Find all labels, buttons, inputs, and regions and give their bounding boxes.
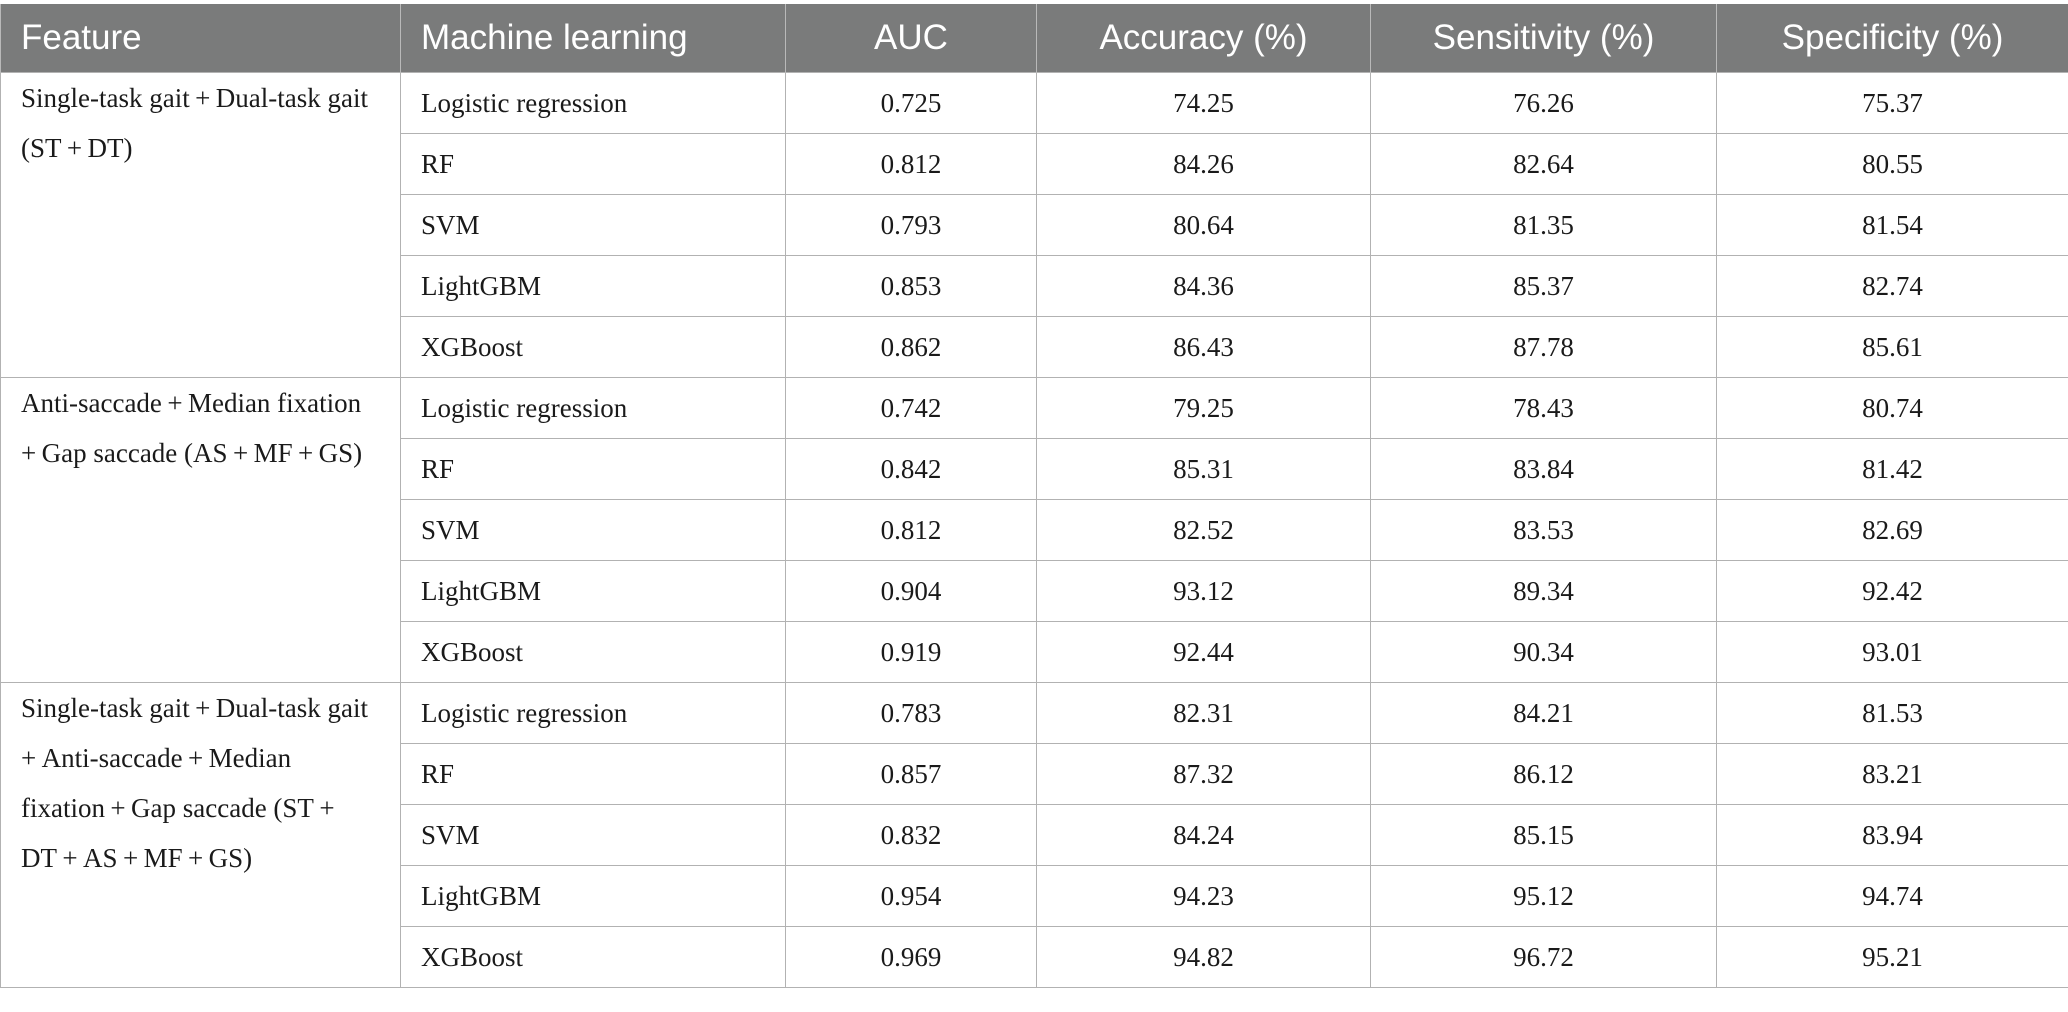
cell-auc: 0.904 bbox=[786, 561, 1037, 622]
cell-auc: 0.783 bbox=[786, 683, 1037, 744]
cell-feature-group: Single-task gait + Dual-task gait + Anti-saccade + Median fixation + Gap saccade (ST + DT + AS + MF + GS) bbox=[1, 683, 401, 988]
cell-machine-learning: RF bbox=[401, 439, 786, 500]
cell-specificity: 81.53 bbox=[1717, 683, 2068, 744]
cell-specificity: 92.42 bbox=[1717, 561, 2068, 622]
cell-specificity: 81.42 bbox=[1717, 439, 2068, 500]
cell-machine-learning: RF bbox=[401, 134, 786, 195]
cell-auc: 0.919 bbox=[786, 622, 1037, 683]
cell-machine-learning: XGBoost bbox=[401, 622, 786, 683]
cell-accuracy: 93.12 bbox=[1037, 561, 1371, 622]
cell-sensitivity: 84.21 bbox=[1371, 683, 1717, 744]
cell-auc: 0.812 bbox=[786, 134, 1037, 195]
cell-accuracy: 82.31 bbox=[1037, 683, 1371, 744]
results-table bbox=[0, 4, 2068, 988]
cell-auc: 0.853 bbox=[786, 256, 1037, 317]
cell-specificity: 94.74 bbox=[1717, 866, 2068, 927]
cell-sensitivity: 90.34 bbox=[1371, 622, 1717, 683]
cell-machine-learning: XGBoost bbox=[401, 317, 786, 378]
cell-specificity: 83.21 bbox=[1717, 744, 2068, 805]
cell-accuracy: 84.36 bbox=[1037, 256, 1371, 317]
table-row bbox=[1, 378, 2068, 439]
cell-auc: 0.969 bbox=[786, 927, 1037, 988]
cell-machine-learning: LightGBM bbox=[401, 561, 786, 622]
cell-specificity: 95.21 bbox=[1717, 927, 2068, 988]
cell-auc: 0.954 bbox=[786, 866, 1037, 927]
cell-sensitivity: 81.35 bbox=[1371, 195, 1717, 256]
cell-sensitivity: 86.12 bbox=[1371, 744, 1717, 805]
cell-machine-learning: Logistic regression bbox=[401, 683, 786, 744]
cell-specificity: 93.01 bbox=[1717, 622, 2068, 683]
header-machine-learning: Machine learning bbox=[401, 4, 786, 73]
cell-specificity: 83.94 bbox=[1717, 805, 2068, 866]
cell-accuracy: 82.52 bbox=[1037, 500, 1371, 561]
header-auc: AUC bbox=[786, 4, 1037, 73]
cell-machine-learning: SVM bbox=[401, 805, 786, 866]
table-header bbox=[1, 4, 2068, 73]
header-accuracy: Accuracy (%) bbox=[1037, 4, 1371, 73]
header-specificity: Specificity (%) bbox=[1717, 4, 2068, 73]
cell-machine-learning: Logistic regression bbox=[401, 378, 786, 439]
cell-sensitivity: 78.43 bbox=[1371, 378, 1717, 439]
cell-sensitivity: 87.78 bbox=[1371, 317, 1717, 378]
header-sensitivity: Sensitivity (%) bbox=[1371, 4, 1717, 73]
cell-accuracy: 87.32 bbox=[1037, 744, 1371, 805]
header-feature: Feature bbox=[1, 4, 401, 73]
header-row bbox=[1, 4, 2068, 73]
cell-sensitivity: 82.64 bbox=[1371, 134, 1717, 195]
cell-sensitivity: 85.37 bbox=[1371, 256, 1717, 317]
cell-sensitivity: 96.72 bbox=[1371, 927, 1717, 988]
cell-accuracy: 85.31 bbox=[1037, 439, 1371, 500]
results-table-container bbox=[0, 4, 2068, 988]
cell-auc: 0.793 bbox=[786, 195, 1037, 256]
cell-auc: 0.857 bbox=[786, 744, 1037, 805]
cell-machine-learning: LightGBM bbox=[401, 866, 786, 927]
cell-accuracy: 74.25 bbox=[1037, 73, 1371, 134]
cell-sensitivity: 83.53 bbox=[1371, 500, 1717, 561]
cell-specificity: 80.55 bbox=[1717, 134, 2068, 195]
cell-machine-learning: SVM bbox=[401, 195, 786, 256]
cell-accuracy: 86.43 bbox=[1037, 317, 1371, 378]
cell-auc: 0.742 bbox=[786, 378, 1037, 439]
cell-auc: 0.725 bbox=[786, 73, 1037, 134]
cell-machine-learning: LightGBM bbox=[401, 256, 786, 317]
cell-auc: 0.812 bbox=[786, 500, 1037, 561]
cell-machine-learning: SVM bbox=[401, 500, 786, 561]
cell-sensitivity: 85.15 bbox=[1371, 805, 1717, 866]
cell-accuracy: 84.26 bbox=[1037, 134, 1371, 195]
cell-specificity: 82.74 bbox=[1717, 256, 2068, 317]
cell-accuracy: 80.64 bbox=[1037, 195, 1371, 256]
table-row bbox=[1, 73, 2068, 134]
cell-machine-learning: RF bbox=[401, 744, 786, 805]
cell-machine-learning: XGBoost bbox=[401, 927, 786, 988]
cell-accuracy: 94.23 bbox=[1037, 866, 1371, 927]
cell-feature-group: Single-task gait + Dual-task gait (ST + DT) bbox=[1, 73, 401, 378]
cell-accuracy: 94.82 bbox=[1037, 927, 1371, 988]
cell-specificity: 85.61 bbox=[1717, 317, 2068, 378]
cell-feature-group: Anti-saccade + Median fixation + Gap saccade (AS + MF + GS) bbox=[1, 378, 401, 683]
cell-auc: 0.842 bbox=[786, 439, 1037, 500]
cell-accuracy: 84.24 bbox=[1037, 805, 1371, 866]
cell-auc: 0.862 bbox=[786, 317, 1037, 378]
table-body bbox=[1, 73, 2068, 988]
cell-sensitivity: 89.34 bbox=[1371, 561, 1717, 622]
cell-sensitivity: 83.84 bbox=[1371, 439, 1717, 500]
cell-auc: 0.832 bbox=[786, 805, 1037, 866]
cell-sensitivity: 95.12 bbox=[1371, 866, 1717, 927]
cell-accuracy: 92.44 bbox=[1037, 622, 1371, 683]
cell-accuracy: 79.25 bbox=[1037, 378, 1371, 439]
cell-specificity: 82.69 bbox=[1717, 500, 2068, 561]
cell-sensitivity: 76.26 bbox=[1371, 73, 1717, 134]
cell-specificity: 75.37 bbox=[1717, 73, 2068, 134]
cell-specificity: 81.54 bbox=[1717, 195, 2068, 256]
cell-specificity: 80.74 bbox=[1717, 378, 2068, 439]
table-row bbox=[1, 683, 2068, 744]
cell-machine-learning: Logistic regression bbox=[401, 73, 786, 134]
